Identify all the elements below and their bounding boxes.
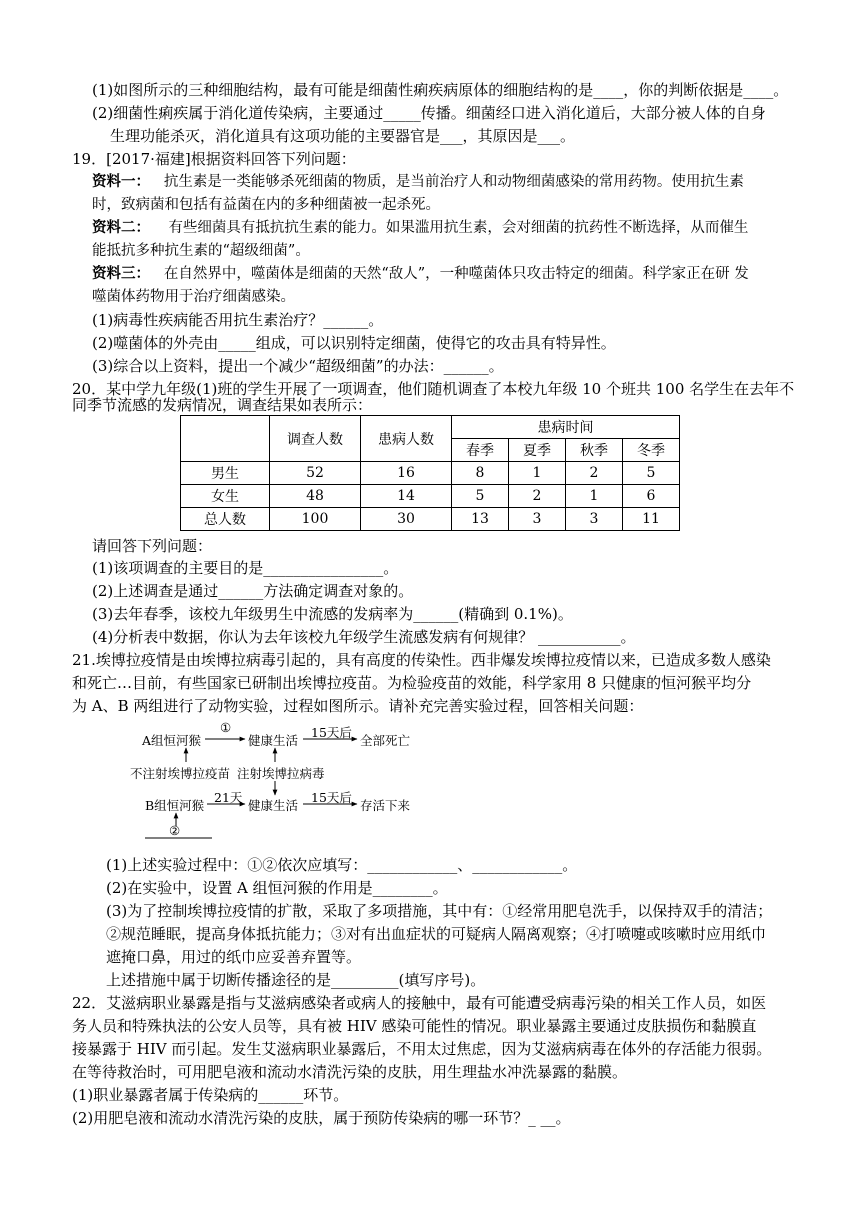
row-label: 男生 xyxy=(181,462,270,485)
q22-question1: (1)职业暴露者属于传染病的______环节。 xyxy=(72,1086,349,1104)
diagram-step1-marker: ① xyxy=(220,720,232,735)
diagram-after15-b: 15天后 xyxy=(311,790,352,805)
cell-patients: 16 xyxy=(361,462,452,485)
q21-question3-line1: (3)为了控制埃博拉疫情的扩散，采取了多项措施，其中有：①经常用肥皂洗手，以保持双手的清洁； xyxy=(106,902,773,920)
cell-surveyed: 100 xyxy=(270,508,361,531)
q20-heading-line2: 同季节流感的发病情况，调查结果如表所示： xyxy=(72,396,373,414)
diagram-no-vaccine: 不注射埃博拉疫苗 xyxy=(130,766,231,781)
cell-season: 5 xyxy=(452,485,509,508)
cell-season: 3 xyxy=(509,508,566,531)
header-season: 冬季 xyxy=(623,439,680,462)
q20-question3: (3)去年春季，该校九年级男生中流感的发病率为______(精确到 0.1%)。 xyxy=(92,605,573,623)
material2-text: 有些细菌具有抵抗抗生素的能力。如果滥用抗生素，会对细菌的抗药性不断选择，从而催生 xyxy=(168,220,749,236)
cell-surveyed: 48 xyxy=(270,485,361,508)
cell-season: 3 xyxy=(566,508,623,531)
q18-part2-line2: 生理功能杀灭，消化道具有这项功能的主要器官是___，其原因是___。 xyxy=(110,127,576,145)
diagram-all-dead: 全部死亡 xyxy=(360,733,411,748)
q21-heading-line2: 和死亡…目前，有些国家已研制出埃博拉疫苗。为检验疫苗的效能，科学家用 8 只健康的恒河猴平均分 xyxy=(72,674,752,692)
header-surveyed: 调查人数 xyxy=(270,416,361,462)
header-time: 患病时间 xyxy=(452,416,680,439)
cell-season: 8 xyxy=(452,462,509,485)
diagram-21days: 21天 xyxy=(214,790,243,805)
q20-question4: (4)分析表中数据，你认为去年该校九年级学生流感发病有何规律？ ___________。 xyxy=(92,628,636,646)
row-label: 总人数 xyxy=(181,508,270,531)
diagram-a-group: A组恒河猴 xyxy=(142,733,202,748)
q20-question2: (2)上述调查是通过______方法确定调查对象的。 xyxy=(92,582,414,600)
diagram-step2-marker: ② xyxy=(169,823,181,838)
material1-label: 资料一： xyxy=(92,173,150,190)
diagram-inject-virus: 注射埃博拉病毒 xyxy=(237,766,325,781)
q21-question2: (2)在实验中，设置 A 组恒河猴的作用是________。 xyxy=(106,879,448,897)
q22-line3: 接暴露于 HIV 而引起。发生艾滋病职业暴露后，不用太过焦虑，因为艾滋病病毒在体外的存活能力很弱。 xyxy=(72,1040,772,1058)
q22-line1: 22．艾滋病职业暴露是指与艾滋病感染者或病人的接触中，最有可能遭受病毒污染的相关工作人员，如医 xyxy=(72,994,767,1012)
q21-heading-line3: 为 A、B 两组进行了动物实验，过程如图所示。请补充完善实验过程，回答相关问题： xyxy=(72,697,644,715)
cell-season: 2 xyxy=(566,462,623,485)
q22-line2: 务人员和特殊执法的公安人员等，具有被 HIV 感染可能性的情况。职业暴露主要通过皮肤损伤和黏膜直 xyxy=(72,1017,757,1035)
cell-season: 11 xyxy=(623,508,680,531)
q20-question1: (1)该项调查的主要目的是________________。 xyxy=(92,559,399,577)
header-season: 秋季 xyxy=(566,439,623,462)
diagram-healthy-a: 健康生活 xyxy=(248,733,299,748)
header-season: 夏季 xyxy=(509,439,566,462)
q22-question2: (2)用肥皂液和流动水清洗污染的皮肤，属于预防传染病的哪一环节？_ __。 xyxy=(72,1109,571,1127)
q19-heading: 19．[2017·福建]根据资料回答下列问题： xyxy=(72,150,356,168)
cell-season: 13 xyxy=(452,508,509,531)
q20-heading-line1: 20．某中学九年级(1)班的学生开展了一项调查，他们随机调查了本校九年级 10 个班共 100 名学生在去年不 xyxy=(72,380,795,398)
cell-patients: 30 xyxy=(361,508,452,531)
q21-question3-line2: ②规范睡眠，提高身体抵抗能力；③对有出血症状的可疑病人隔离观察；④打喷嚏或咳嗽时应用纸巾 xyxy=(106,925,767,943)
cell-surveyed: 52 xyxy=(270,462,361,485)
diagram-b-group: B组恒河猴 xyxy=(145,798,205,813)
material3-label: 资料三： xyxy=(92,265,150,282)
cell-patients: 14 xyxy=(361,485,452,508)
q19-material2-line2: 能抵抗多种抗生素的“超级细菌”。 xyxy=(92,243,310,259)
q18-part1: (1)如图所示的三种细胞结构，最有可能是细菌性痢疾病原体的细胞结构的是____，你的判断依据是____。 xyxy=(92,81,789,99)
q21-question3-line3: 遮掩口鼻，用过的纸巾应妥善弃置等。 xyxy=(106,948,362,966)
q20-prompt: 请回答下列问题： xyxy=(92,537,213,555)
cell-season: 1 xyxy=(509,462,566,485)
q19-question1: (1)病毒性疾病能否用抗生素治疗？______。 xyxy=(92,311,384,329)
q19-question2: (2)噬菌体的外壳由_____组成，可以识别特定细菌，使得它的攻击具有特异性。 xyxy=(92,334,616,352)
cell-season: 6 xyxy=(623,485,680,508)
cell-season: 5 xyxy=(623,462,680,485)
material1-text: 抗生素是一类能够杀死细菌的物质，是当前治疗人和动物细菌感染的常用药物。使用抗生素 xyxy=(163,174,744,190)
q19-material1-line2: 时，致病菌和包括有益菌在内的多种细菌被一起杀死。 xyxy=(92,197,440,213)
q21-question3-line4: 上述措施中属于切断传播途径的是_________(填写序号)。 xyxy=(106,971,486,989)
cell-season: 2 xyxy=(509,485,566,508)
diagram-healthy-b: 健康生活 xyxy=(248,798,299,813)
q22-line4: 在等待救治时，可用肥皂液和流动水清洗污染的皮肤，用生理盐水冲洗暴露的黏膜。 xyxy=(72,1063,628,1081)
q19-material3-line2: 噬菌体药物用于治疗细菌感染。 xyxy=(92,289,295,305)
diagram-survive: 存活下来 xyxy=(360,798,411,813)
row-label: 女生 xyxy=(181,485,270,508)
q18-part2-line1: (2)细菌性痢疾属于消化道传染病，主要通过_____传播。细菌经口进入消化道后，大部分被人体的自身 xyxy=(92,104,766,122)
cell-season: 1 xyxy=(566,485,623,508)
q21-question1: (1)上述实验过程中：①②依次应填写：____________、____________。 xyxy=(106,856,578,874)
material3-text: 在自然界中，噬菌体是细菌的天然“敌人”，一种噬菌体只攻击特定的细菌。科学家正在研 发 xyxy=(163,266,749,282)
header-season: 春季 xyxy=(452,439,509,462)
header-patients: 患病人数 xyxy=(361,416,452,462)
diagram-after15-a: 15天后 xyxy=(311,725,352,740)
q21-heading-line1: 21.埃博拉疫情是由埃博拉病毒引起的，具有高度的传染性。西非爆发埃博拉疫情以来，已造成多数人感染 xyxy=(72,651,771,669)
material2-label: 资料二： xyxy=(92,219,150,236)
q19-question3: (3)综合以上资料，提出一个减少“超级细菌”的办法：______。 xyxy=(92,357,504,375)
